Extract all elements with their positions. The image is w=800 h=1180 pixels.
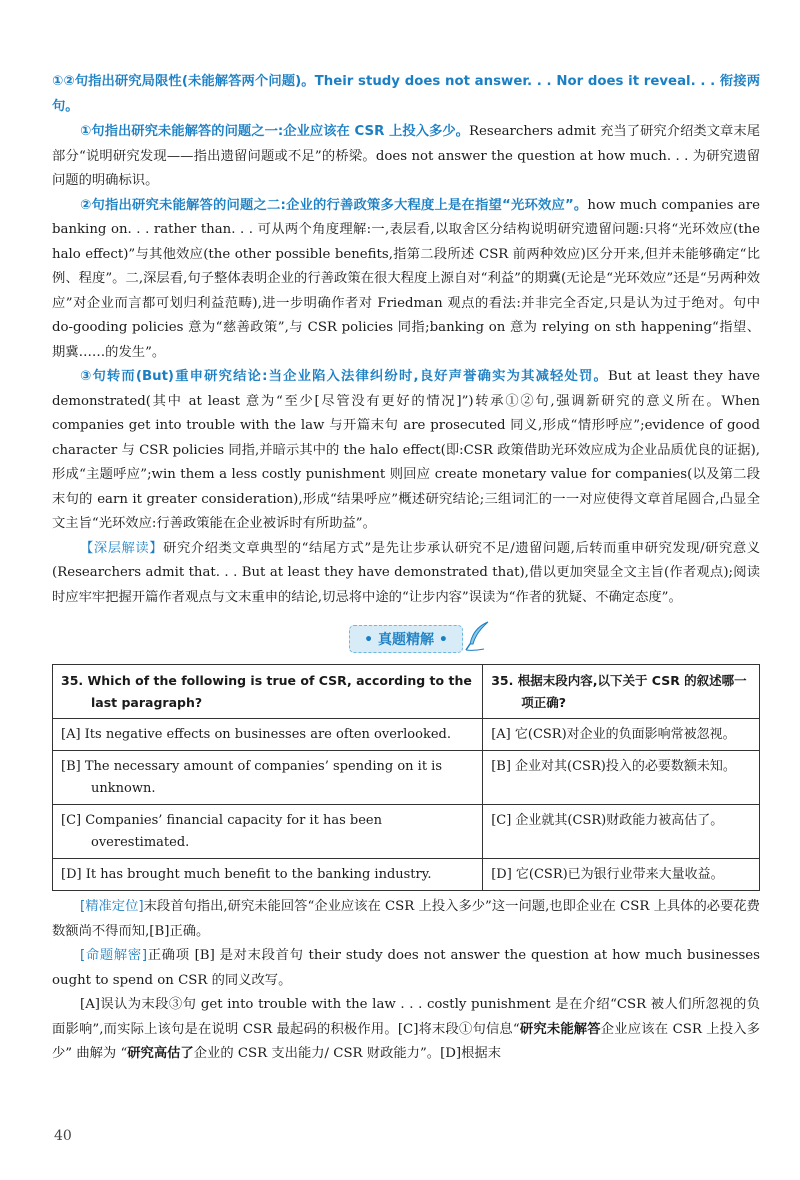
option-b-en [53,751,483,805]
para-limitation [52,70,760,119]
deep-reading-body: 研究介绍类文章典型的“结尾方式”是先让步承认研究不足/遗留问题,后转而重申研究发现/研究意义(Researchers admit that. . . But at least they have demonstrated that),借以更加突显全文主旨(作者观点);阅读时应牢牢把握开篇作者观点与文末重申的结论,切忌将中途的“让步内容”误读为“作者的犹疑、不确定态度”。 [52,540,761,605]
option-d-cn [483,859,760,891]
option-row-b [53,751,760,805]
location-body: 末段首句指出,研究未能回答“企业应该在 CSR 上投入多少”这一问题,也即企业在 CSR 上具体的必要花费数额尚不得而知,[B]正确。 [52,899,760,939]
option-row-c [53,805,760,859]
banner-label [349,625,463,653]
para-decode [52,944,760,993]
decode-body: 正确项 [B] 是对末段首句 their study does not answer the question at how much businesses ought to spend on CSR 的同义改写。 [52,948,760,988]
option-c-cn [483,805,760,859]
para-deep-reading [52,537,760,611]
question-cn [483,665,760,719]
question-en-text: 35. Which of the following is true of CSR, according to the last paragraph? [61,673,472,710]
section-banner [52,625,760,655]
question-table [52,664,760,891]
limitation-heading: ①②句指出研究局限性(未能解答两个问题)。Their study does not answer. . . Nor does it reveal. . . 衔接两句。 [52,74,760,114]
option-row-a [53,719,760,751]
option-a-en-text: [A] Its negative effects on businesses are often overlooked. [61,727,451,742]
para-question-two [52,194,760,366]
question-two-body: how much companies are banking on. . . rather than. . . 可从两个角度理解:一,表层看,以取舍区分结构说明研究遗留问题:只将“光环效应(the halo effect)”与其他效应(the other possible benefits,指第二段所述 CSR 前两种效应)区分开来,但并未能够确定“比例、程度”。二,深层看,句子整体表明企业的行善政策在很大程度上源自对“利益”的期冀(无论是“光环效应”还是“另两种效应”对企业而言都可划归利益范畴),进一步明确作者对 Friedman 观点的看法:并非完全否定,只是认为过于绝对。句中 do-gooding policies 意为“慈善政策”,与 CSR policies 同指;banking on 意为 relying on sth happening“指望、期冀……的发生”。 [52,197,760,360]
location-tag: [精准定位] [80,899,144,914]
question-row [53,665,760,719]
page-number: 40 [54,1128,72,1144]
para-conclusion [52,365,760,537]
option-b-en-text: [B] The necessary amount of companies’ spending on it is unknown. [61,759,443,796]
question-one-heading: ①句指出研究未能解答的问题之一:企业应该在 CSR 上投入多少。 [80,124,470,139]
quill-icon [464,620,492,652]
question-en [53,665,483,719]
option-d-en [53,859,483,891]
option-d-cn-text: [D] 它(CSR)已为银行业带来大量收益。 [491,867,724,882]
option-c-cn-text: [C] 企业就其(CSR)财政能力被高估了。 [491,813,724,828]
question-one-body: Researchers admit 充当了研究介绍类文章末尾部分“说明研究发现——指出遗留问题或不足”的桥梁。does not answer the question at how much. . . 为研究遗留问题的明确标识。 [52,124,761,188]
distractor-text-d: 企业的 CSR 支出能力/ CSR 财政能力”。[D]根据末 [193,1046,501,1061]
option-d-en-text: [D] It has brought much benefit to the banking industry. [61,867,432,882]
question-cn-text: 35. 根据末段内容,以下关于 CSR 的叙述哪一项正确? [491,673,747,710]
para-question-one [52,120,760,194]
para-distractors [52,993,760,1067]
option-b-cn-text: [B] 企业对其(CSR)投入的必要数额未知。 [491,759,736,774]
option-row-d [53,859,760,891]
distractor-bold-2: 研究高估了 [127,1046,194,1061]
decode-tag: [命题解密] [80,948,148,963]
question-two-heading: ②句指出研究未能解答的问题之二:企业的行善政策多大程度上是在指望“光环效应”。 [80,197,588,213]
conclusion-body: But at least they have demonstrated(其中 at least 意为“至少[尽管没有更好的情况]”)转承①②句,强调新研究的意义所在。When companies get into trouble with the law 与开篇末句 are prosecuted 同义,形成“情形呼应”;evidence of good character 与 CSR policies 同指,并暗示其中的 the halo effect(即:CSR 政策借助光环效应成为企业品质优良的证据),形成“主题呼应”;win them a less costly punishment 则回应 create monetary value for companies(以及第二段末句的 earn it greater consideration),形成“结果呼应”概述研究结论;三组词汇的一一对应使得文章首尾圆合,凸显全文主旨“光环效应:行善政策能在企业被诉时有所助益”。 [52,369,761,531]
option-a-en [53,719,483,751]
deep-reading-tag: 【深层解读】 [80,540,164,556]
option-a-cn-text: [A] 它(CSR)对企业的负面影响常被忽视。 [491,727,736,742]
option-c-en [53,805,483,859]
distractor-bold-1: 研究未能解答 [519,1021,601,1037]
para-location [52,895,760,944]
distractor-text-c: 企业应该在 CSR 上投入多少” 曲解为 “ [52,1021,761,1061]
content [52,70,760,1067]
conclusion-heading: ③句转而(But)重申研究结论:当企业陷入法律纠纷时,良好声誉确实为其减轻处罚。 [80,369,609,384]
option-b-cn [483,751,760,805]
distractor-text-a: [A]误认为末段③句 get into trouble with the law . . . costly punishment 是在介绍“CSR 被人们所忽视的负面影响”,而实际上该句是在说明 CSR 最起码的积极作用。[C]将末段①句信息“ [52,997,760,1037]
banner-text: • 真题精解 • [364,632,448,648]
option-c-en-text: [C] Companies’ financial capacity for it has been overestimated. [61,813,382,850]
option-a-cn [483,719,760,751]
